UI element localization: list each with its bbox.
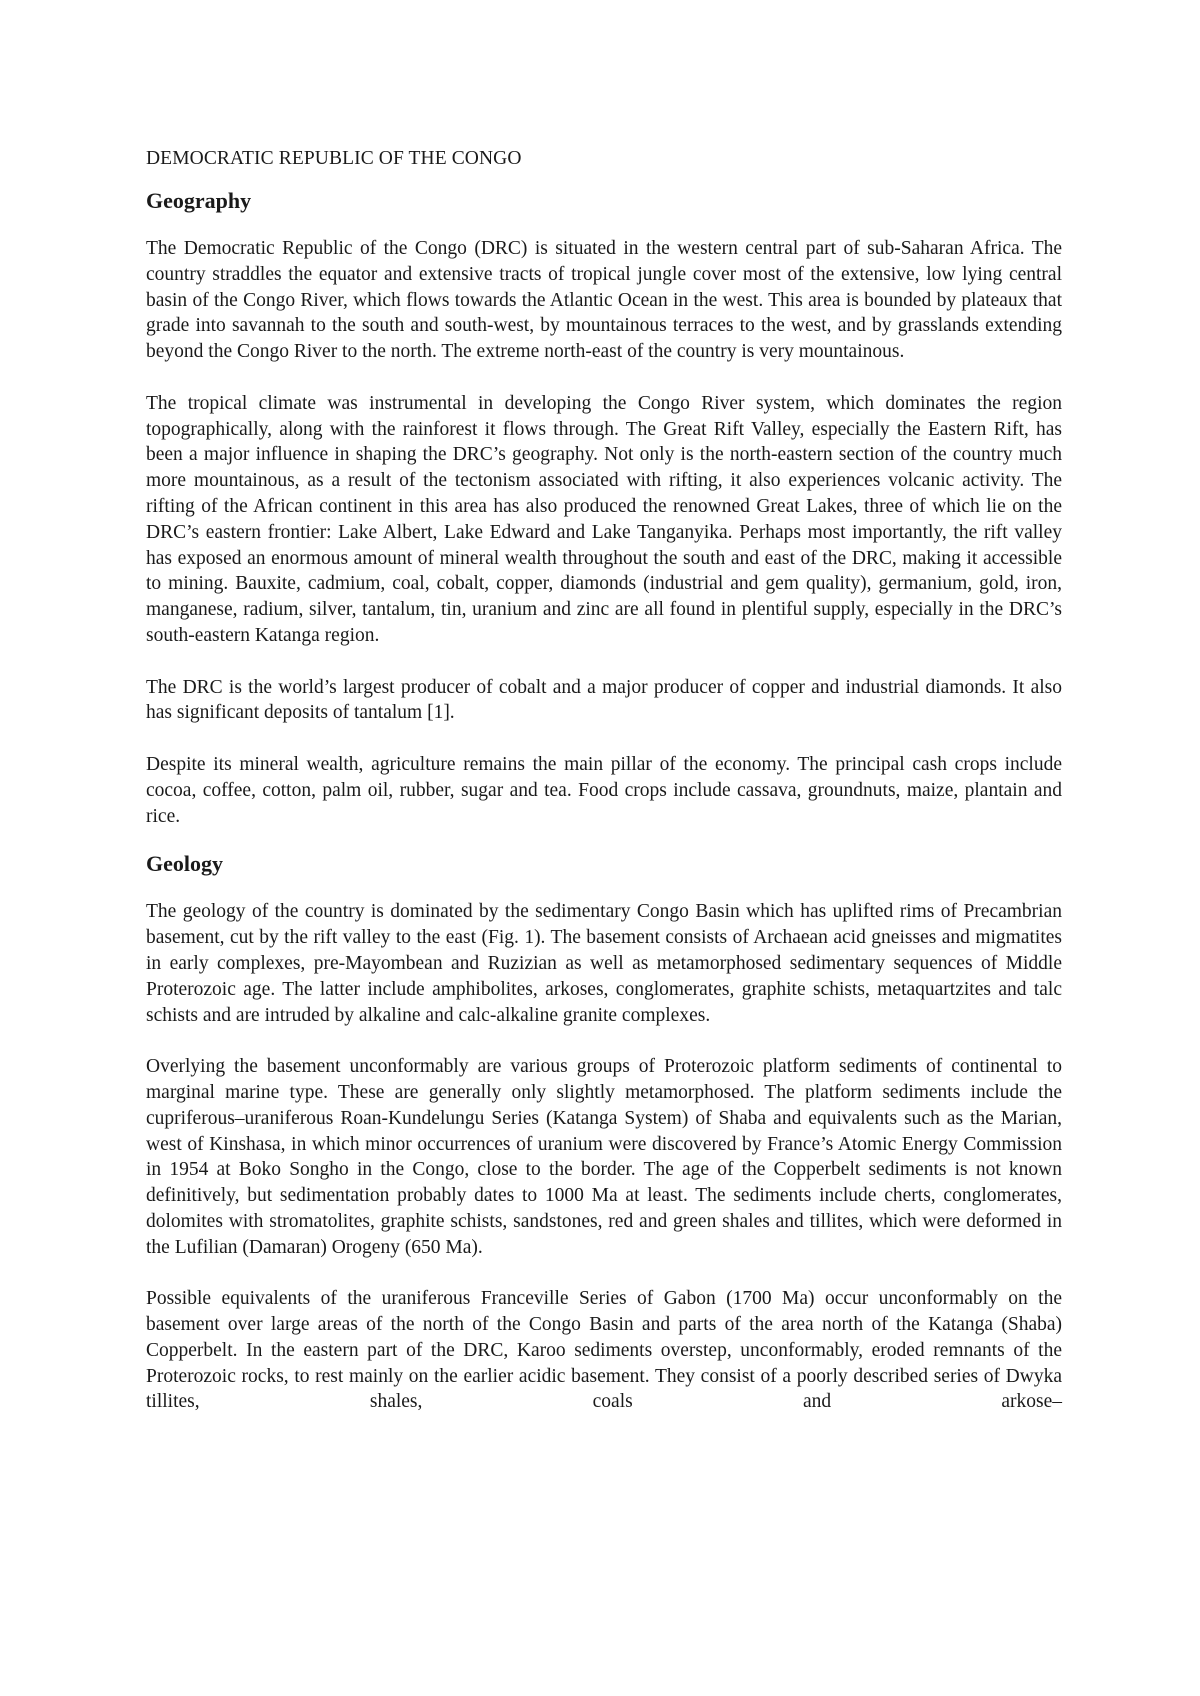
geography-paragraph-4: Despite its mineral wealth, agriculture remains the main pillar of the economy. The principal cash crops include cocoa, coffee, cotton, palm oil, rubber, sugar and tea. Food crops include cassava, groundnuts, maize, plantain and rice. <box>146 753 1062 827</box>
geology-paragraph-1: The geology of the country is dominated by the sedimentary Congo Basin which has uplifted rims of Precambrian basement, cut by the rift valley to the east (Fig. 1). The basement consists of Archaean acid gneisses and migmatites in early complexes, pre-Mayombean and Ruzizian as well as metamorphosed sedimentary sequences of Middle Proterozoic age. The latter include amphibolites, arkoses, conglomerates, graphite schists, metaquartzites and talc schists and are intruded by alkaline and calc-alkaline granite complexes. <box>146 901 1062 1026</box>
geography-paragraph-3: The DRC is the world’s largest producer of cobalt and a major producer of copper and industrial diamonds. It also has significant deposits of tantalum [1]. <box>146 676 1062 724</box>
section-heading-geology: Geology <box>146 851 223 877</box>
document-title: DEMOCRATIC REPUBLIC OF THE CONGO <box>146 148 522 169</box>
geology-paragraph-2: Overlying the basement unconformably are various groups of Proterozoic platform sediments of continental to marginal marine type. These are generally only slightly metamorphosed. The platform sediments include the cupriferous–uraniferous Roan-Kundelungu Series (Katanga System) of Shaba and equivalents such as the Marian, west of Kinshasa, in which minor occurrences of uranium were discovered by France’s Atomic Energy Commission in 1954 at Boko Songho in the Congo, close to the border. The age of the Copperbelt sediments is not known definitively, but sedimentation probably dates to 1000 Ma at least. The sediments include cherts, conglomerates, dolomites with stromatolites, graphite schists, sandstones, red and green shales and tillites, which were deformed in the Lufilian (Damaran) Orogeny (650 Ma). <box>146 1056 1062 1258</box>
section-heading-geography: Geography <box>146 188 252 213</box>
document-page <box>146 146 1062 1441</box>
geology-paragraph-3: Possible equivalents of the uraniferous Franceville Series of Gabon (1700 Ma) occur unconformably on the basement over large areas of the north of the Congo Basin and parts of the area north of the Katanga (Shaba) Copperbelt. In the eastern part of the DRC, Karoo sediments overstep, unconformably, eroded remnants of the Proterozoic rocks, to rest mainly on the earlier acidic basement. They consist of a poorly described series of Dwyka tillites, shales, coals and arkose– <box>146 1288 1062 1413</box>
geography-paragraph-1: The Democratic Republic of the Congo (DRC) is situated in the western central part of sub-Saharan Africa. The country straddles the equator and extensive tracts of tropical jungle cover most of the extensive, low lying central basin of the Congo River, which flows towards the Atlantic Ocean in the west. This area is bounded by plateaux that grade into savannah to the south and south-west, by mountainous terraces to the west, and by grasslands extending beyond the Congo River to the north. The extreme north-east of the country is very mountainous. <box>146 238 1062 363</box>
geography-paragraph-2: The tropical climate was instrumental in developing the Congo River system, which dominates the region topographically, along with the rainforest it flows through. The Great Rift Valley, especially the Eastern Rift, has been a major influence in shaping the DRC’s geography. Not only is the north-eastern section of the country much more mountainous, as a result of the tectonism associated with rifting, it also experiences volcanic activity. The rifting of the African continent in this area has also produced the renowned Great Lakes, three of which lie on the DRC’s eastern frontier: Lake Albert, Lake Edward and Lake Tanganyika. Perhaps most importantly, the rift valley has exposed an enormous amount of mineral wealth throughout the south and east of the DRC, making it accessible to mining. Bauxite, cadmium, coal, cobalt, copper, diamonds (industrial and gem quality), germanium, gold, iron, manganese, radium, silver, tantalum, tin, uranium and zinc are all found in plentiful supply, especially in the DRC’s south-eastern Katanga region. <box>146 392 1062 646</box>
